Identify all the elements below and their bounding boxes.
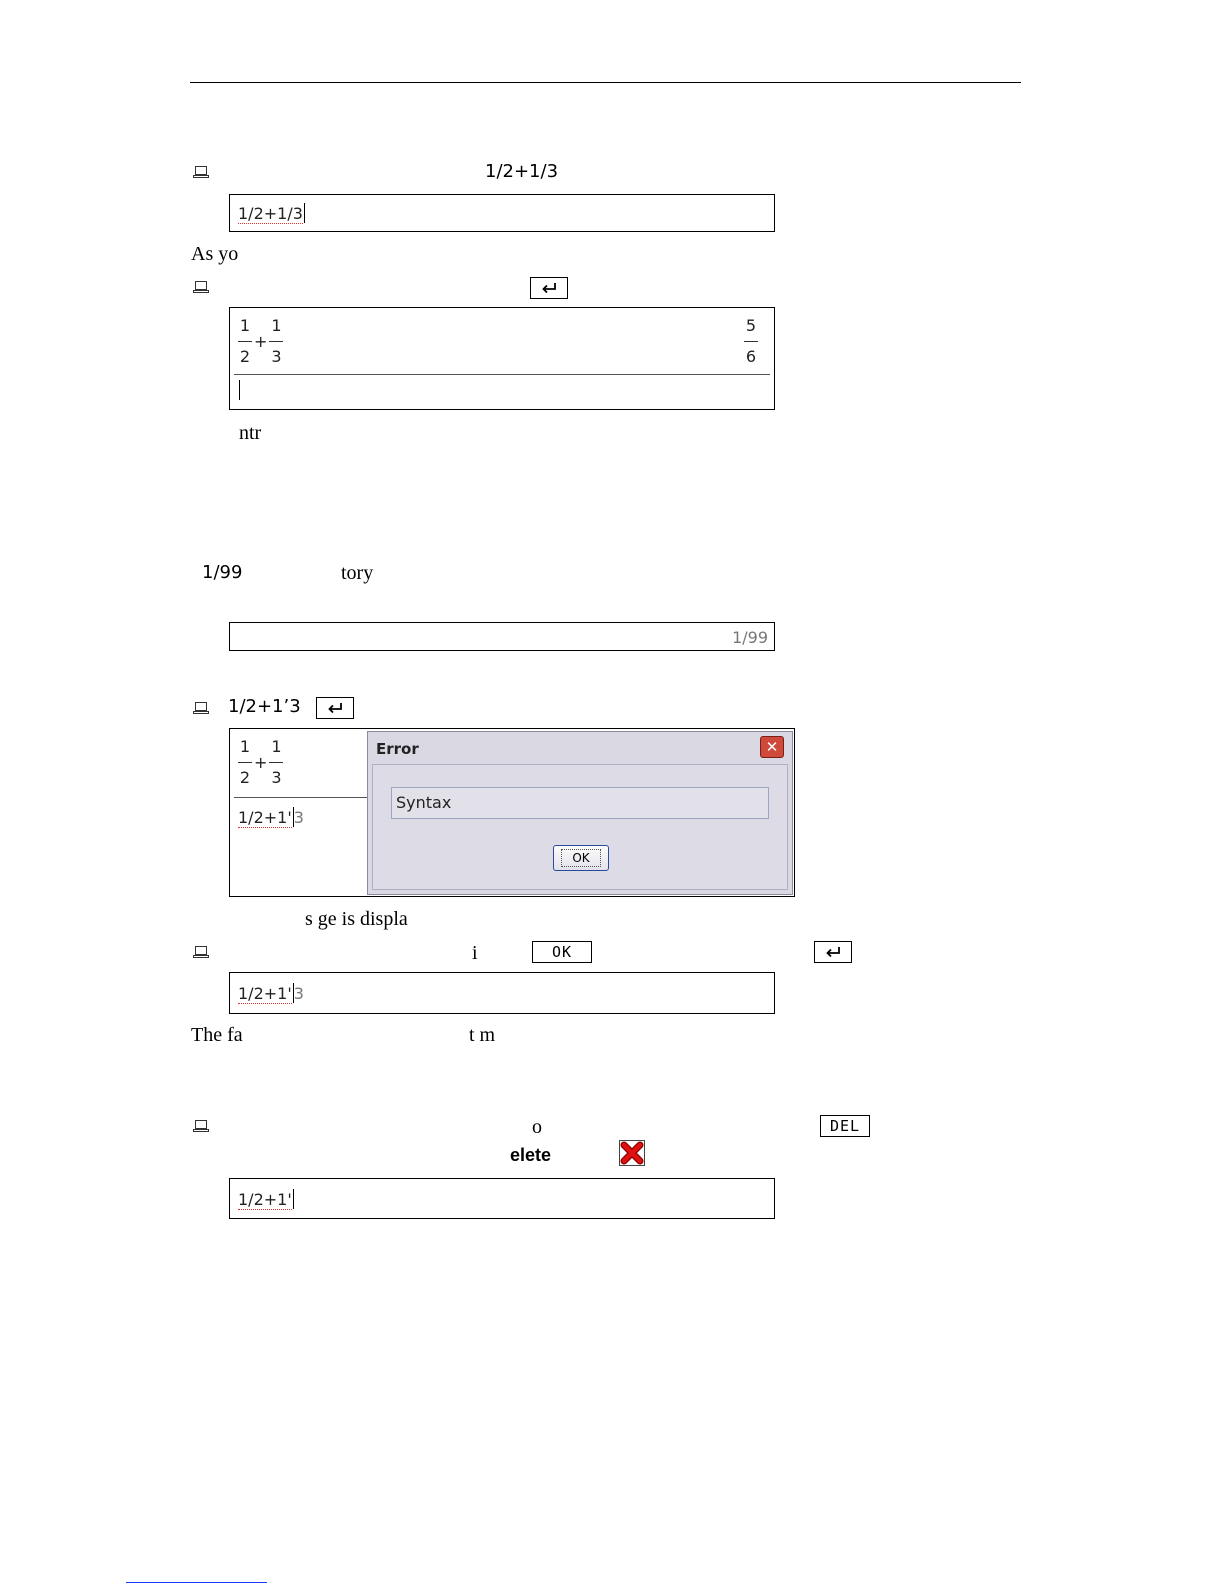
close-icon[interactable]: ✕ bbox=[760, 736, 784, 758]
paragraph-fragment: o bbox=[532, 1116, 542, 1138]
enter-key bbox=[316, 697, 354, 719]
dialog-title: Error bbox=[376, 740, 419, 758]
dialog-body bbox=[372, 764, 788, 890]
delete-label-fragment: elete bbox=[510, 1145, 552, 1165]
enter-arrow-icon bbox=[824, 945, 842, 959]
enter-key bbox=[814, 941, 852, 963]
entry-line[interactable] bbox=[238, 380, 240, 400]
entry-text-after: 3 bbox=[293, 808, 304, 827]
computer-icon bbox=[193, 281, 209, 293]
text-caret bbox=[304, 203, 305, 223]
calculator-screen-2 bbox=[229, 728, 795, 897]
value-fragment: 1/99 bbox=[202, 562, 243, 583]
history-line bbox=[229, 622, 775, 651]
computer-icon bbox=[193, 166, 209, 178]
ok-key: OK bbox=[532, 941, 592, 963]
entry-line-1[interactable] bbox=[229, 194, 775, 232]
history-divider bbox=[234, 374, 770, 375]
enter-key bbox=[530, 277, 568, 299]
paragraph-fragment: tory bbox=[341, 562, 374, 584]
paragraph-fragment: The fa bbox=[191, 1024, 243, 1046]
calculator-screen-1 bbox=[229, 307, 775, 410]
entry-text: 1/2+1' bbox=[238, 1190, 292, 1209]
entry-line-4[interactable] bbox=[229, 972, 775, 1014]
paragraph-fragment: ntr bbox=[239, 422, 262, 444]
del-key: DEL bbox=[820, 1115, 870, 1137]
enter-arrow-icon bbox=[540, 281, 558, 295]
entry-text: 1/2+1/3 bbox=[238, 204, 303, 223]
paragraph-fragment: t m bbox=[469, 1024, 496, 1046]
text-caret bbox=[293, 1189, 294, 1209]
step1-expression: 1/2+1/3 bbox=[485, 161, 559, 182]
paragraph-fragment: i bbox=[472, 942, 478, 964]
computer-icon bbox=[193, 946, 209, 958]
history-expression: $\frac{1}{2}$ + $\frac{1}{3}$ bbox=[239, 737, 282, 787]
footnote-link-underline[interactable] bbox=[126, 1582, 267, 1583]
history-result: $\frac{5}{6}$ bbox=[745, 316, 757, 366]
paragraph-fragment: s ge is displa bbox=[305, 908, 408, 930]
enter-arrow-icon bbox=[326, 701, 344, 715]
dialog-message: Syntax bbox=[391, 787, 769, 819]
entry-line-5[interactable] bbox=[229, 1178, 775, 1219]
error-dialog bbox=[367, 731, 793, 895]
entry-text: 1/2+1' bbox=[238, 808, 292, 827]
entry-line[interactable] bbox=[238, 807, 304, 827]
history-value: 1/99 bbox=[732, 628, 768, 647]
history-expression: $\frac{1}{2}$ + $\frac{1}{3}$ bbox=[239, 316, 282, 366]
entry-text-after: 3 bbox=[293, 984, 304, 1003]
computer-icon bbox=[193, 702, 209, 714]
paragraph-fragment: As yo bbox=[191, 243, 239, 265]
text-caret bbox=[239, 380, 240, 400]
ok-button[interactable]: OK bbox=[553, 845, 609, 871]
entry-text: 1/2+1' bbox=[238, 984, 292, 1003]
delete-icon bbox=[619, 1140, 645, 1166]
header-rule bbox=[190, 82, 1021, 83]
computer-icon bbox=[193, 1120, 209, 1132]
step3-expression: 1/2+1’3 bbox=[228, 696, 301, 717]
